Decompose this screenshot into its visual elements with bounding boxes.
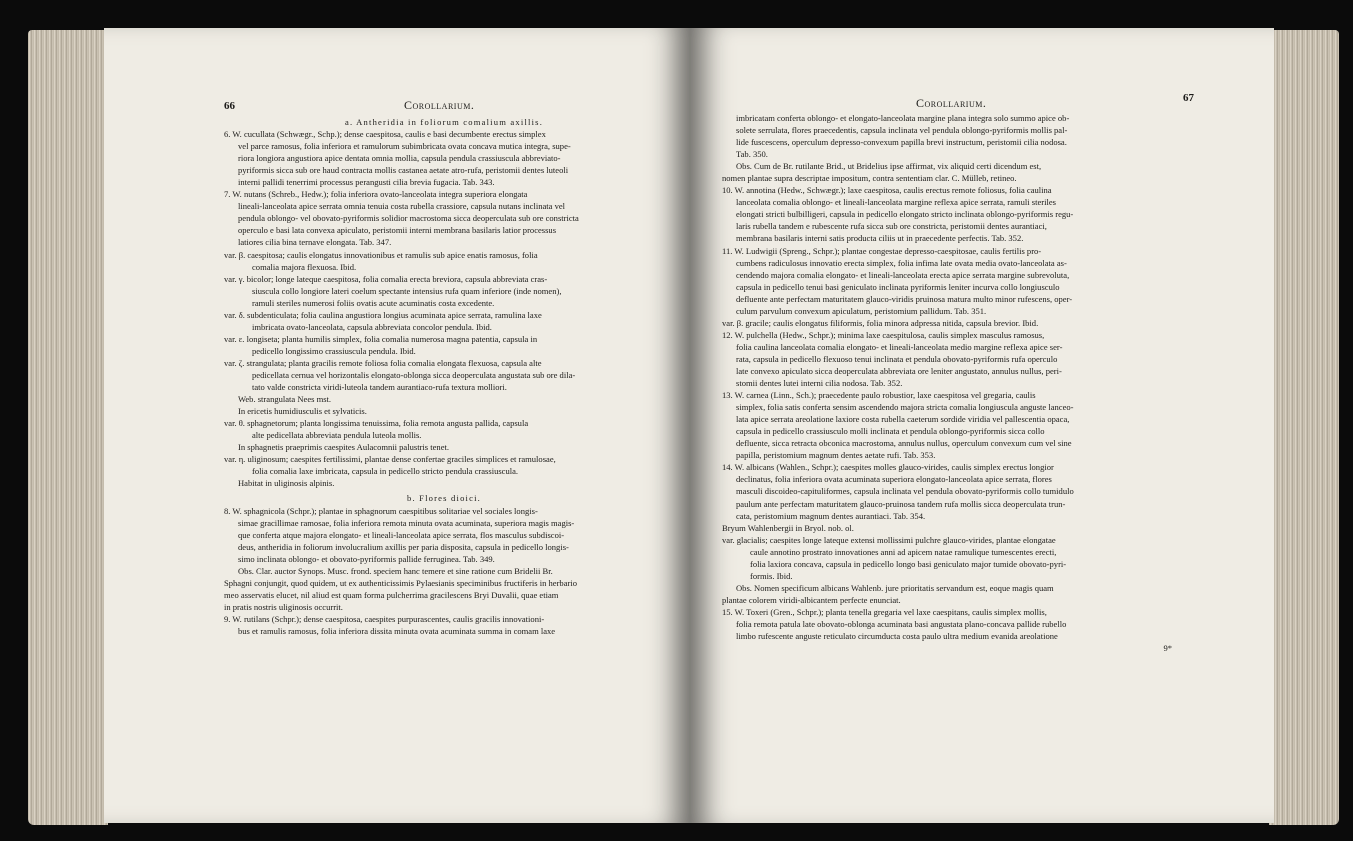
- text-line: pedicello longissimo crassiuscula pendula. Ibid.: [252, 345, 416, 356]
- text-line: comalia majora flexuosa. Ibid.: [252, 261, 357, 272]
- text-line: stomii dentes lutei interni cilia nodosa. Tab. 352.: [736, 378, 903, 389]
- text-line: deus, antheridia in foliorum involucralium axillis per paria disposita, capsula in pedicello longis-: [238, 541, 569, 552]
- text-line: Tab. 350.: [736, 149, 768, 160]
- text-line: capsula in pedicello tenui basi geniculato inclinata pyriformis leniter incurva collo longiusculo: [736, 281, 1060, 292]
- text-line: 7. W. nutans (Schreb., Hedw.); folia inferiora ovato-lanceolata integra superiora elongata: [224, 189, 528, 200]
- text-line: lanceolata comalia oblongo- et lineali-lanceolata margine reflexa apice serrata, ramuli steriles: [736, 197, 1056, 208]
- text-line: cata, peristomium magnum dentes aurantiaci. Tab. 354.: [736, 510, 926, 521]
- text-line: in pratis nostris uliginosis occurrit.: [224, 601, 343, 612]
- text-line: 9. W. rutilans (Schpr.); dense caespitosa, caespites purpurascentes, caulis gracilis innovationi-: [224, 613, 545, 624]
- text-line: rata, capsula in pedicello flexuoso tenui inclinata et pendula obovato-pyriformis rufa operculo: [736, 353, 1058, 364]
- text-line: b. Flores dioici.: [406, 493, 482, 504]
- text-line: var. θ. sphagnetorum; planta longissima tenuissima, folia remota angusta pallida, capsula: [224, 418, 529, 429]
- text-line: bus et ramulis ramosus, folia inferiora dissita minuta ovata acuminata summa in comam laxe: [238, 625, 556, 636]
- text-line: ramuli steriles numerosi foliis ovatis acute acuminatis costa excedente.: [252, 297, 495, 308]
- text-line: 14. W. albicans (Wahlen., Schpr.); caespites molles glauco-virides, caulis simplex erectus longior: [722, 462, 1054, 473]
- text-line: Obs. Clar. auctor Synops. Musc. frond. speciem hanc temere et sine ratione cum Bridelii Br.: [238, 565, 553, 576]
- text-line: lide fuscescens, operculum depresso-convexum papilla brevi instructum, peristomii cilia nodosa.: [736, 137, 1067, 148]
- text-line: caule annotino prostrato innovationes anni ad apicem natae ramulique tumescentes erecti,: [750, 546, 1057, 557]
- left-page: [104, 28, 690, 823]
- text-line: riora longiora angustiora apice dentata omnia mollia, capsula pendula crassiuscula abbreviato-: [238, 153, 561, 164]
- text-line: imbricata ovato-lanceolata, capsula abbreviata concolor pendula. Ibid.: [252, 321, 492, 332]
- text-line: var. η. uliginosum; caespites fertilissimi, plantae dense confertae graciles simplices et ramulosae,: [224, 454, 556, 465]
- text-line: folia caulina lanceolata comalia elongato- et lineali-lanceolata medio margine reflexa apice ser-: [736, 341, 1063, 352]
- text-line: folia remota patula late obovato-oblonga acuminata basi angustata plano-concava pallide rubello: [736, 618, 1067, 629]
- text-line: Sphagni conjungit, quod quidem, ut ex authenticissimis Pylaesianis speciminibus fructiferis in herbario: [224, 577, 577, 588]
- book-page-edges-left: [28, 30, 108, 825]
- text-line: lineali-lanceolata apice serrata omnia tenuia costa rubella crassiore, capsula nutans inclinata vel: [238, 201, 566, 212]
- text-line: simplex, folia satis conferta sensim ascendendo majora stricta comalia longiuscula anguste lanceo-: [736, 402, 1074, 413]
- text-line: var. glacialis; caespites longe lateque extensi mollissimi pulchre glauco-virides, plantae elongatae: [722, 534, 1056, 545]
- text-line: culum parvulum convexum apiculatum, peristomium pallidum. Tab. 351.: [736, 305, 987, 316]
- text-line: capsula in pedicello crassiusculo molli inclinata et pendula oblongo-pyriformis sicca collo: [736, 426, 1045, 437]
- text-line: 8. W. sphagnicola (Schpr.); plantae in sphagnorum caespitibus solitariae vel sociales longis-: [224, 505, 538, 516]
- text-line: plantae colorem viridi-albicantem perfecte enunciat.: [722, 594, 901, 605]
- text-line: siuscula collo longiore lateri coelum spectante intensius rufa quam inferiore (inde nomen),: [252, 285, 562, 296]
- text-line: 11. W. Ludwigii (Spreng., Schpr.); plantae congestae depresso-caespitosae, caulis fertilis pro-: [722, 245, 1042, 256]
- text-line: var. γ. bicolor; longe lateque caespitosa, folia comalia erecta breviora, capsula abbreviata cras-: [224, 273, 548, 284]
- text-line: simae gracillimae ramosae, folia inferiora remota minuta ovata acuminata, superiora magis magis-: [238, 517, 575, 528]
- text-line: laris rubella tandem e rubescente rufa sicca sub ore constricta, peristomii dentes aurantiaci,: [736, 221, 1047, 232]
- text-line: Obs. Cum de Br. rutilante Brid., ut Bridelius ipse affirmat, vix aliquid certi dicendum est,: [736, 161, 1042, 172]
- text-line: var. ε. longiseta; planta humilis simplex, folia comalia numerosa magna patentia, capsula in: [224, 333, 538, 344]
- text-line: solete serrulata, flores praecedentis, capsula inclinata vel pendula oblongo-pyriformis mollis pal-: [736, 125, 1068, 136]
- page-number: 66: [224, 100, 235, 112]
- text-line: alte pedicellata abbreviata pendula luteola mollis.: [252, 430, 422, 441]
- text-line: paulum ante perfectam maturitatem glauco-pruinosa tandem rufa mollis sicca deoperculata trun-: [736, 498, 1066, 509]
- text-line: papilla, peristomium magnum dentes aetate rufi. Tab. 353.: [736, 450, 936, 461]
- text-line: tato valde constricta viridi-luteola tandem aurantiaco-rufa textura molliori.: [252, 382, 507, 393]
- text-line: latiores cilia bina ternave elongata. Tab. 347.: [238, 237, 392, 248]
- text-line: operculo e basi lata convexa apiculato, peristomii interni membrana basilaris latior processus: [238, 225, 557, 236]
- text-line: que conferta atque majora elongato- et lineali-lanceolata apice serrata, flos masculus subdiscoi-: [238, 529, 565, 540]
- text-line: meo asservatis elucet, nil aliud est quam forma pulcherrima gracilescens Bryi Duvalii, quae etiam: [224, 589, 559, 600]
- running-head: Corollarium.: [404, 98, 475, 112]
- page-number: 67: [1183, 92, 1194, 104]
- text-line: elongati stricti bulbilligeri, capsula in pedicello elongato stricto inclinata oblongo-pyriformis regu-: [736, 209, 1074, 220]
- text-line: var. β. gracile; caulis elongatus filiformis, folia minora adpressa nitida, capsula brevior. Ibid.: [722, 317, 1039, 328]
- signature-mark: 9*: [1163, 643, 1172, 654]
- book-page-edges-right: [1269, 30, 1339, 825]
- text-line: pendula oblongo- vel obovato-pyriformis solidior macrostoma sicca deoperculata sub ore constricta: [238, 213, 579, 224]
- text-line: 10. W. annotina (Hedw., Schwægr.); laxe caespitosa, caulis erectus remote foliosus, folia caulina: [722, 185, 1052, 196]
- page-body: [224, 116, 664, 637]
- text-line: Habitat in uliginosis alpinis.: [238, 478, 335, 489]
- text-line: Obs. Nomen specificum albicans Wahlenb. jure prioritatis servandum est, eoque magis quam: [736, 582, 1054, 593]
- right-page: [690, 28, 1274, 823]
- text-line: interni pallidi tenerrimi processus perangusti cilia brevia fugacia. Tab. 343.: [238, 177, 495, 188]
- text-line: vel parce ramosus, folia inferiora et ramulorum subimbricata ovata concava mutica integra, supe-: [238, 141, 571, 152]
- text-line: folia comalia laxe imbricata, capsula in pedicello stricto pendula crassiuscula.: [252, 466, 519, 477]
- text-line: cendendo majora comalia elongato- et lineali-lanceolata erecta apice serrata margine subrevoluta,: [736, 269, 1070, 280]
- page-body: [722, 112, 1212, 654]
- text-line: In sphagnetis praeprimis caespites Aulacomnii palustris tenet.: [238, 442, 450, 453]
- text-line: a. Antheridia in foliorum comalium axillis.: [344, 117, 544, 127]
- text-line: limbo rufescente anguste reticulato circumducta costa paulo ultra medium evanida areolatione: [736, 631, 1058, 642]
- text-line: var. ζ. strangulata; planta gracilis remote foliosa folia comalia elongata flexuosa, capsula alte: [224, 357, 542, 368]
- text-line: 15. W. Toxeri (Gren., Schpr.); planta tenella gregaria vel laxe caespitans, caulis simplex mollis,: [722, 606, 1047, 617]
- text-line: simo inclinata oblongo- et obovato-pyriformis pallide ferruginea. Tab. 349.: [238, 553, 495, 564]
- text-line: defluente ante perfectam maturitatem glauco-viridis pruinosa matura multo minor rufescens, oper-: [736, 293, 1073, 304]
- text-line: 12. W. pulchella (Hedw., Schpr.); minima laxe caespitulosa, caulis simplex masculus ramosus,: [722, 329, 1045, 340]
- text-line: pedicellata cernua vel horizontalis elongato-oblonga sicca deoperculata angustata sub ore dila-: [252, 369, 576, 380]
- running-head: Corollarium.: [916, 96, 987, 110]
- text-line: Web. strangulata Nees mst.: [238, 394, 332, 405]
- text-line: membrana basilaris interni satis producta ciliis ut in praecedente perfectis. Tab. 352.: [736, 233, 1024, 244]
- text-line: lata apice serrata areolatione laxiore costa rubella caeterum sordide viridia vel pallescentia opaca,: [736, 414, 1070, 425]
- text-line: formis. Ibid.: [750, 570, 793, 581]
- text-line: 13. W. carnea (Linn., Sch.); praecedente paulo robustior, laxe caespitosa vel gregaria, caulis: [722, 390, 1036, 401]
- text-line: pyriformis sicca sub ore haud contracta mollis castanea aetate atro-rufa, peristomii dentes luteoli: [238, 165, 569, 176]
- text-line: imbricatam conferta oblongo- et elongato-lanceolata margine plana integra solo summo apice ob-: [736, 113, 1070, 123]
- text-line: cumbens radiculosus innovatio erecta simplex, folia infima late ovata media ovato-lanceolata as-: [736, 257, 1067, 268]
- text-line: late convexo apiculato sicca deoperculata abbreviata ore leniter angustato, annulus nullus, peri-: [736, 365, 1062, 376]
- text-line: var. β. caespitosa; caulis elongatus innovationibus et ramulis sub apice enatis ramosus, folia: [224, 249, 538, 260]
- text-line: 6. W. cucullata (Schwægr., Schp.); dense caespitosa, caulis e basi decumbente erectus simplex: [224, 129, 546, 140]
- text-line: defluente, sicca retracta obconica macrostoma, annulus nullus, operculum convexum cum vel sine: [736, 438, 1072, 449]
- text-line: In ericetis humidiusculis et sylvaticis.: [238, 406, 367, 417]
- text-line: folia laxiora concava, capsula in pedicello longo basi geniculato major tumide obovato-pyri-: [750, 558, 1067, 569]
- text-line: nomen plantae supra descriptae impositum, contra sententiam clar. C. Mülleb, retineo.: [722, 173, 1017, 184]
- text-line: masculi discoideo-capituliformes, capsula inclinata vel pendula obovato-pyriformis collo tumidulo: [736, 486, 1074, 497]
- text-line: declinatus, folia inferiora ovata acuminata superiora elongato-lanceolata apice serrata, flores: [736, 474, 1052, 485]
- text-line: Bryum Wahlenbergii in Bryol. nob. ol.: [722, 522, 854, 533]
- text-line: var. δ. subdenticulata; folia caulina angustiora longius acuminata apice serrata, ramulina laxe: [224, 309, 542, 320]
